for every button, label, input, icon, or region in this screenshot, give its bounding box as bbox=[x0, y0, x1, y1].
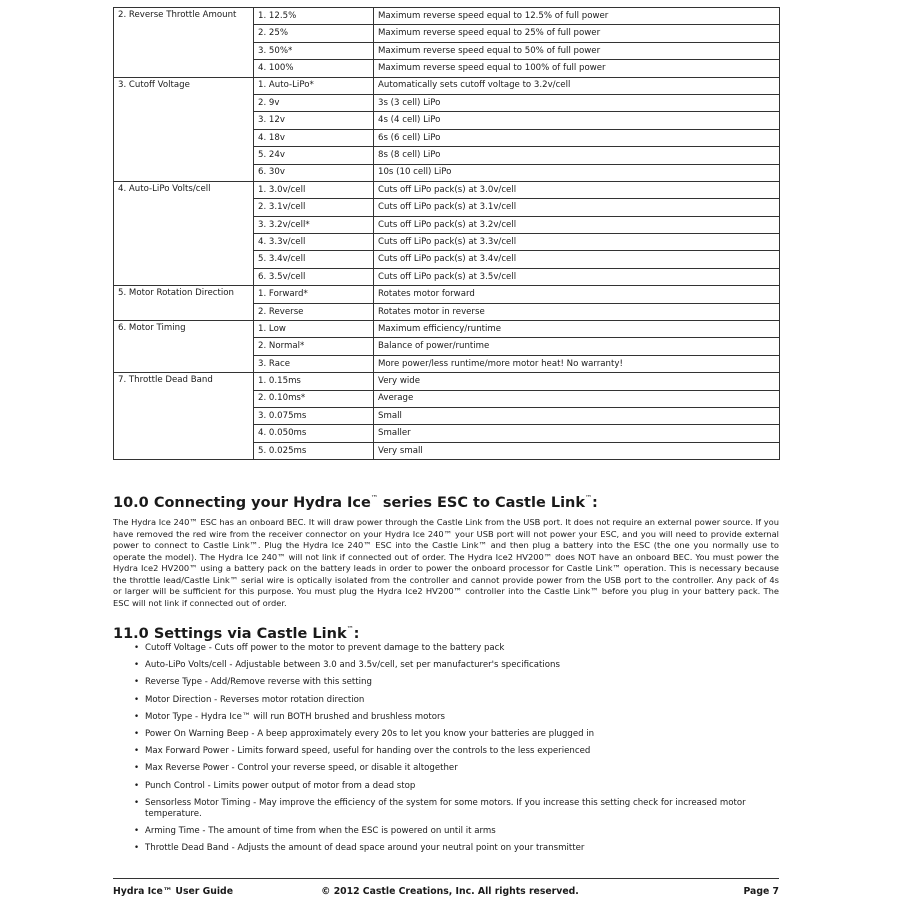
description-cell: Balance of power/runtime bbox=[374, 338, 780, 355]
option-cell: 4. 0.050ms bbox=[254, 425, 374, 442]
description-cell: Cuts off LiPo pack(s) at 3.1v/cell bbox=[374, 199, 780, 216]
option-cell: 2. Reverse bbox=[254, 303, 374, 320]
option-cell: 5. 24v bbox=[254, 147, 374, 164]
option-cell: 4. 3.3v/cell bbox=[254, 234, 374, 251]
list-item bbox=[113, 643, 779, 654]
option-cell: 1. Forward* bbox=[254, 286, 374, 303]
bullet-icon: • bbox=[134, 763, 140, 774]
list-item bbox=[113, 677, 779, 688]
list-item-text: Max Reverse Power - Control your reverse speed, or disable it altogether bbox=[145, 763, 458, 774]
option-cell: 3. 0.075ms bbox=[254, 407, 374, 424]
bullet-icon: • bbox=[134, 843, 140, 854]
section-10-paragraph: The Hydra Ice 240™ ESC has an onboard BEC. It will draw power through the Castle Link from the USB port. It does not require an external power source. If you have removed the red wire from the receiver connector on your Hydra Ice 240™ your USB port will not power your ESC, and you will need to provide external power to connect to Castle Link™. Plug the Hydra Ice 240™ ESC into the Castle Link™ and then plug a battery into the ESC (the one you normally use to operate the model). The Hydra Ice 240™ will not link if connected out of order. The Hydra Ice2 HV200™ does NOT have an onboard BEC. You must power the Hydra Ice2 HV200™ using a battery pack on the battery leads in order to power the onboard processor for Castle Link™ operation. This is necessary because the throttle lead/Castle Link™ serial wire is optically isolated from the controller and cannot provide power from the USB port to the controller. Any pack of 4s or larger will be sufficient for this purpose. You must plug the Hydra Ice2 HV200™ controller into the Castle Link™ before you plug in your battery pack. The ESC will not link if connected out of order. bbox=[113, 517, 779, 608]
description-cell: 3s (3 cell) LiPo bbox=[374, 94, 780, 111]
list-item-text: Throttle Dead Band - Adjusts the amount of dead space around your neutral point on your transmitter bbox=[145, 843, 585, 854]
list-item bbox=[113, 729, 779, 740]
list-item bbox=[113, 695, 779, 706]
table-row bbox=[114, 8, 780, 25]
table-row bbox=[114, 373, 780, 390]
bullet-icon: • bbox=[134, 728, 140, 739]
description-cell: 8s (8 cell) LiPo bbox=[374, 147, 780, 164]
table-row bbox=[114, 77, 780, 94]
option-cell: 2. Normal* bbox=[254, 338, 374, 355]
castle-link-settings-list bbox=[113, 643, 779, 860]
description-cell: Cuts off LiPo pack(s) at 3.5v/cell bbox=[374, 268, 780, 285]
table-row bbox=[114, 321, 780, 338]
list-item bbox=[113, 843, 779, 854]
description-cell: Very small bbox=[374, 442, 780, 459]
bullet-icon: • bbox=[134, 660, 140, 671]
list-item-text: Arming Time - The amount of time from when the ESC is powered on until it arms bbox=[145, 825, 496, 836]
section-10-heading: 10.0 Connecting your Hydra Ice™ series ESC to Castle Link™: bbox=[113, 494, 598, 511]
bullet-icon: • bbox=[134, 780, 140, 791]
option-cell: 2. 9v bbox=[254, 94, 374, 111]
settings-table bbox=[113, 7, 780, 460]
option-cell: 2. 3.1v/cell bbox=[254, 199, 374, 216]
description-cell: Maximum reverse speed equal to 25% of full power bbox=[374, 25, 780, 42]
option-cell: 2. 25% bbox=[254, 25, 374, 42]
description-cell: Rotates motor forward bbox=[374, 286, 780, 303]
parameter-name-cell: 4. Auto-LiPo Volts/cell bbox=[114, 181, 254, 285]
list-item bbox=[113, 660, 779, 671]
option-cell: 1. Low bbox=[254, 321, 374, 338]
list-item bbox=[113, 826, 779, 837]
description-cell: 4s (4 cell) LiPo bbox=[374, 112, 780, 129]
description-cell: Maximum reverse speed equal to 50% of full power bbox=[374, 42, 780, 59]
option-cell: 3. 50%* bbox=[254, 42, 374, 59]
parameter-name-cell: 5. Motor Rotation Direction bbox=[114, 286, 254, 321]
list-item-text: Max Forward Power - Limits forward speed, useful for handing over the controls to the less experienced bbox=[145, 746, 591, 757]
description-cell: Cuts off LiPo pack(s) at 3.2v/cell bbox=[374, 216, 780, 233]
parameter-name-cell: 2. Reverse Throttle Amount bbox=[114, 8, 254, 78]
description-cell: 6s (6 cell) LiPo bbox=[374, 129, 780, 146]
description-cell: Rotates motor in reverse bbox=[374, 303, 780, 320]
list-item bbox=[113, 781, 779, 792]
list-item bbox=[113, 798, 779, 820]
list-item-text: Motor Direction - Reverses motor rotation direction bbox=[145, 694, 365, 705]
parameter-name-cell: 3. Cutoff Voltage bbox=[114, 77, 254, 181]
bullet-icon: • bbox=[134, 825, 140, 836]
option-cell: 6. 30v bbox=[254, 164, 374, 181]
option-cell: 5. 0.025ms bbox=[254, 442, 374, 459]
option-cell: 4. 100% bbox=[254, 60, 374, 77]
bullet-icon: • bbox=[134, 711, 140, 722]
description-cell: 10s (10 cell) LiPo bbox=[374, 164, 780, 181]
bullet-icon: • bbox=[134, 797, 140, 808]
settings-table-body bbox=[114, 8, 780, 460]
option-cell: 6. 3.5v/cell bbox=[254, 268, 374, 285]
list-item-text: Sensorless Motor Timing - May improve the efficiency of the system for some motors. If you increase this setting check for increased motor temperature. bbox=[145, 797, 746, 819]
option-cell: 3. 3.2v/cell* bbox=[254, 216, 374, 233]
list-item-text: Power On Warning Beep - A beep approximately every 20s to let you know your batteries are plugged in bbox=[145, 728, 595, 739]
description-cell: Small bbox=[374, 407, 780, 424]
description-cell: Maximum reverse speed equal to 12.5% of full power bbox=[374, 8, 780, 25]
description-cell: Cuts off LiPo pack(s) at 3.4v/cell bbox=[374, 251, 780, 268]
list-item-text: Punch Control - Limits power output of motor from a dead stop bbox=[145, 780, 416, 791]
option-cell: 1. 0.15ms bbox=[254, 373, 374, 390]
footer-guide-title: Hydra Ice™ User Guide bbox=[113, 886, 234, 897]
parameter-name-cell: 6. Motor Timing bbox=[114, 321, 254, 373]
bullet-icon: • bbox=[134, 746, 140, 757]
option-cell: 1. 12.5% bbox=[254, 8, 374, 25]
description-cell: Average bbox=[374, 390, 780, 407]
description-cell: Very wide bbox=[374, 373, 780, 390]
list-item-text: Auto-LiPo Volts/cell - Adjustable between 3.0 and 3.5v/cell, set per manufacturer's specifications bbox=[145, 660, 560, 671]
bullet-icon: • bbox=[134, 694, 140, 705]
table-row bbox=[114, 181, 780, 198]
list-item-text: Reverse Type - Add/Remove reverse with this setting bbox=[145, 677, 372, 688]
section-11-heading: 11.0 Settings via Castle Link™: bbox=[113, 625, 360, 642]
option-cell: 1. 3.0v/cell bbox=[254, 181, 374, 198]
bullet-icon: • bbox=[134, 643, 140, 653]
option-cell: 1. Auto-LiPo* bbox=[254, 77, 374, 94]
table-row bbox=[114, 286, 780, 303]
option-cell: 5. 3.4v/cell bbox=[254, 251, 374, 268]
list-item bbox=[113, 763, 779, 774]
list-item bbox=[113, 712, 779, 723]
description-cell: Automatically sets cutoff voltage to 3.2v/cell bbox=[374, 77, 780, 94]
option-cell: 3. Race bbox=[254, 355, 374, 372]
option-cell: 2. 0.10ms* bbox=[254, 390, 374, 407]
description-cell: Maximum reverse speed equal to 100% of full power bbox=[374, 60, 780, 77]
option-cell: 3. 12v bbox=[254, 112, 374, 129]
footer-page-number: Page 7 bbox=[743, 886, 779, 897]
footer-copyright: © 2012 Castle Creations, Inc. All rights reserved. bbox=[321, 886, 579, 897]
list-item-text: Cutoff Voltage - Cuts off power to the motor to prevent damage to the battery pack bbox=[145, 643, 505, 653]
description-cell: Maximum efficiency/runtime bbox=[374, 321, 780, 338]
list-item-text: Motor Type - Hydra Ice™ will run BOTH brushed and brushless motors bbox=[145, 711, 446, 722]
description-cell: Smaller bbox=[374, 425, 780, 442]
bullet-icon: • bbox=[134, 677, 140, 688]
description-cell: More power/less runtime/more motor heat! No warranty! bbox=[374, 355, 780, 372]
parameter-name-cell: 7. Throttle Dead Band bbox=[114, 373, 254, 460]
description-cell: Cuts off LiPo pack(s) at 3.3v/cell bbox=[374, 234, 780, 251]
list-item bbox=[113, 746, 779, 757]
footer-divider bbox=[113, 878, 779, 879]
description-cell: Cuts off LiPo pack(s) at 3.0v/cell bbox=[374, 181, 780, 198]
option-cell: 4. 18v bbox=[254, 129, 374, 146]
